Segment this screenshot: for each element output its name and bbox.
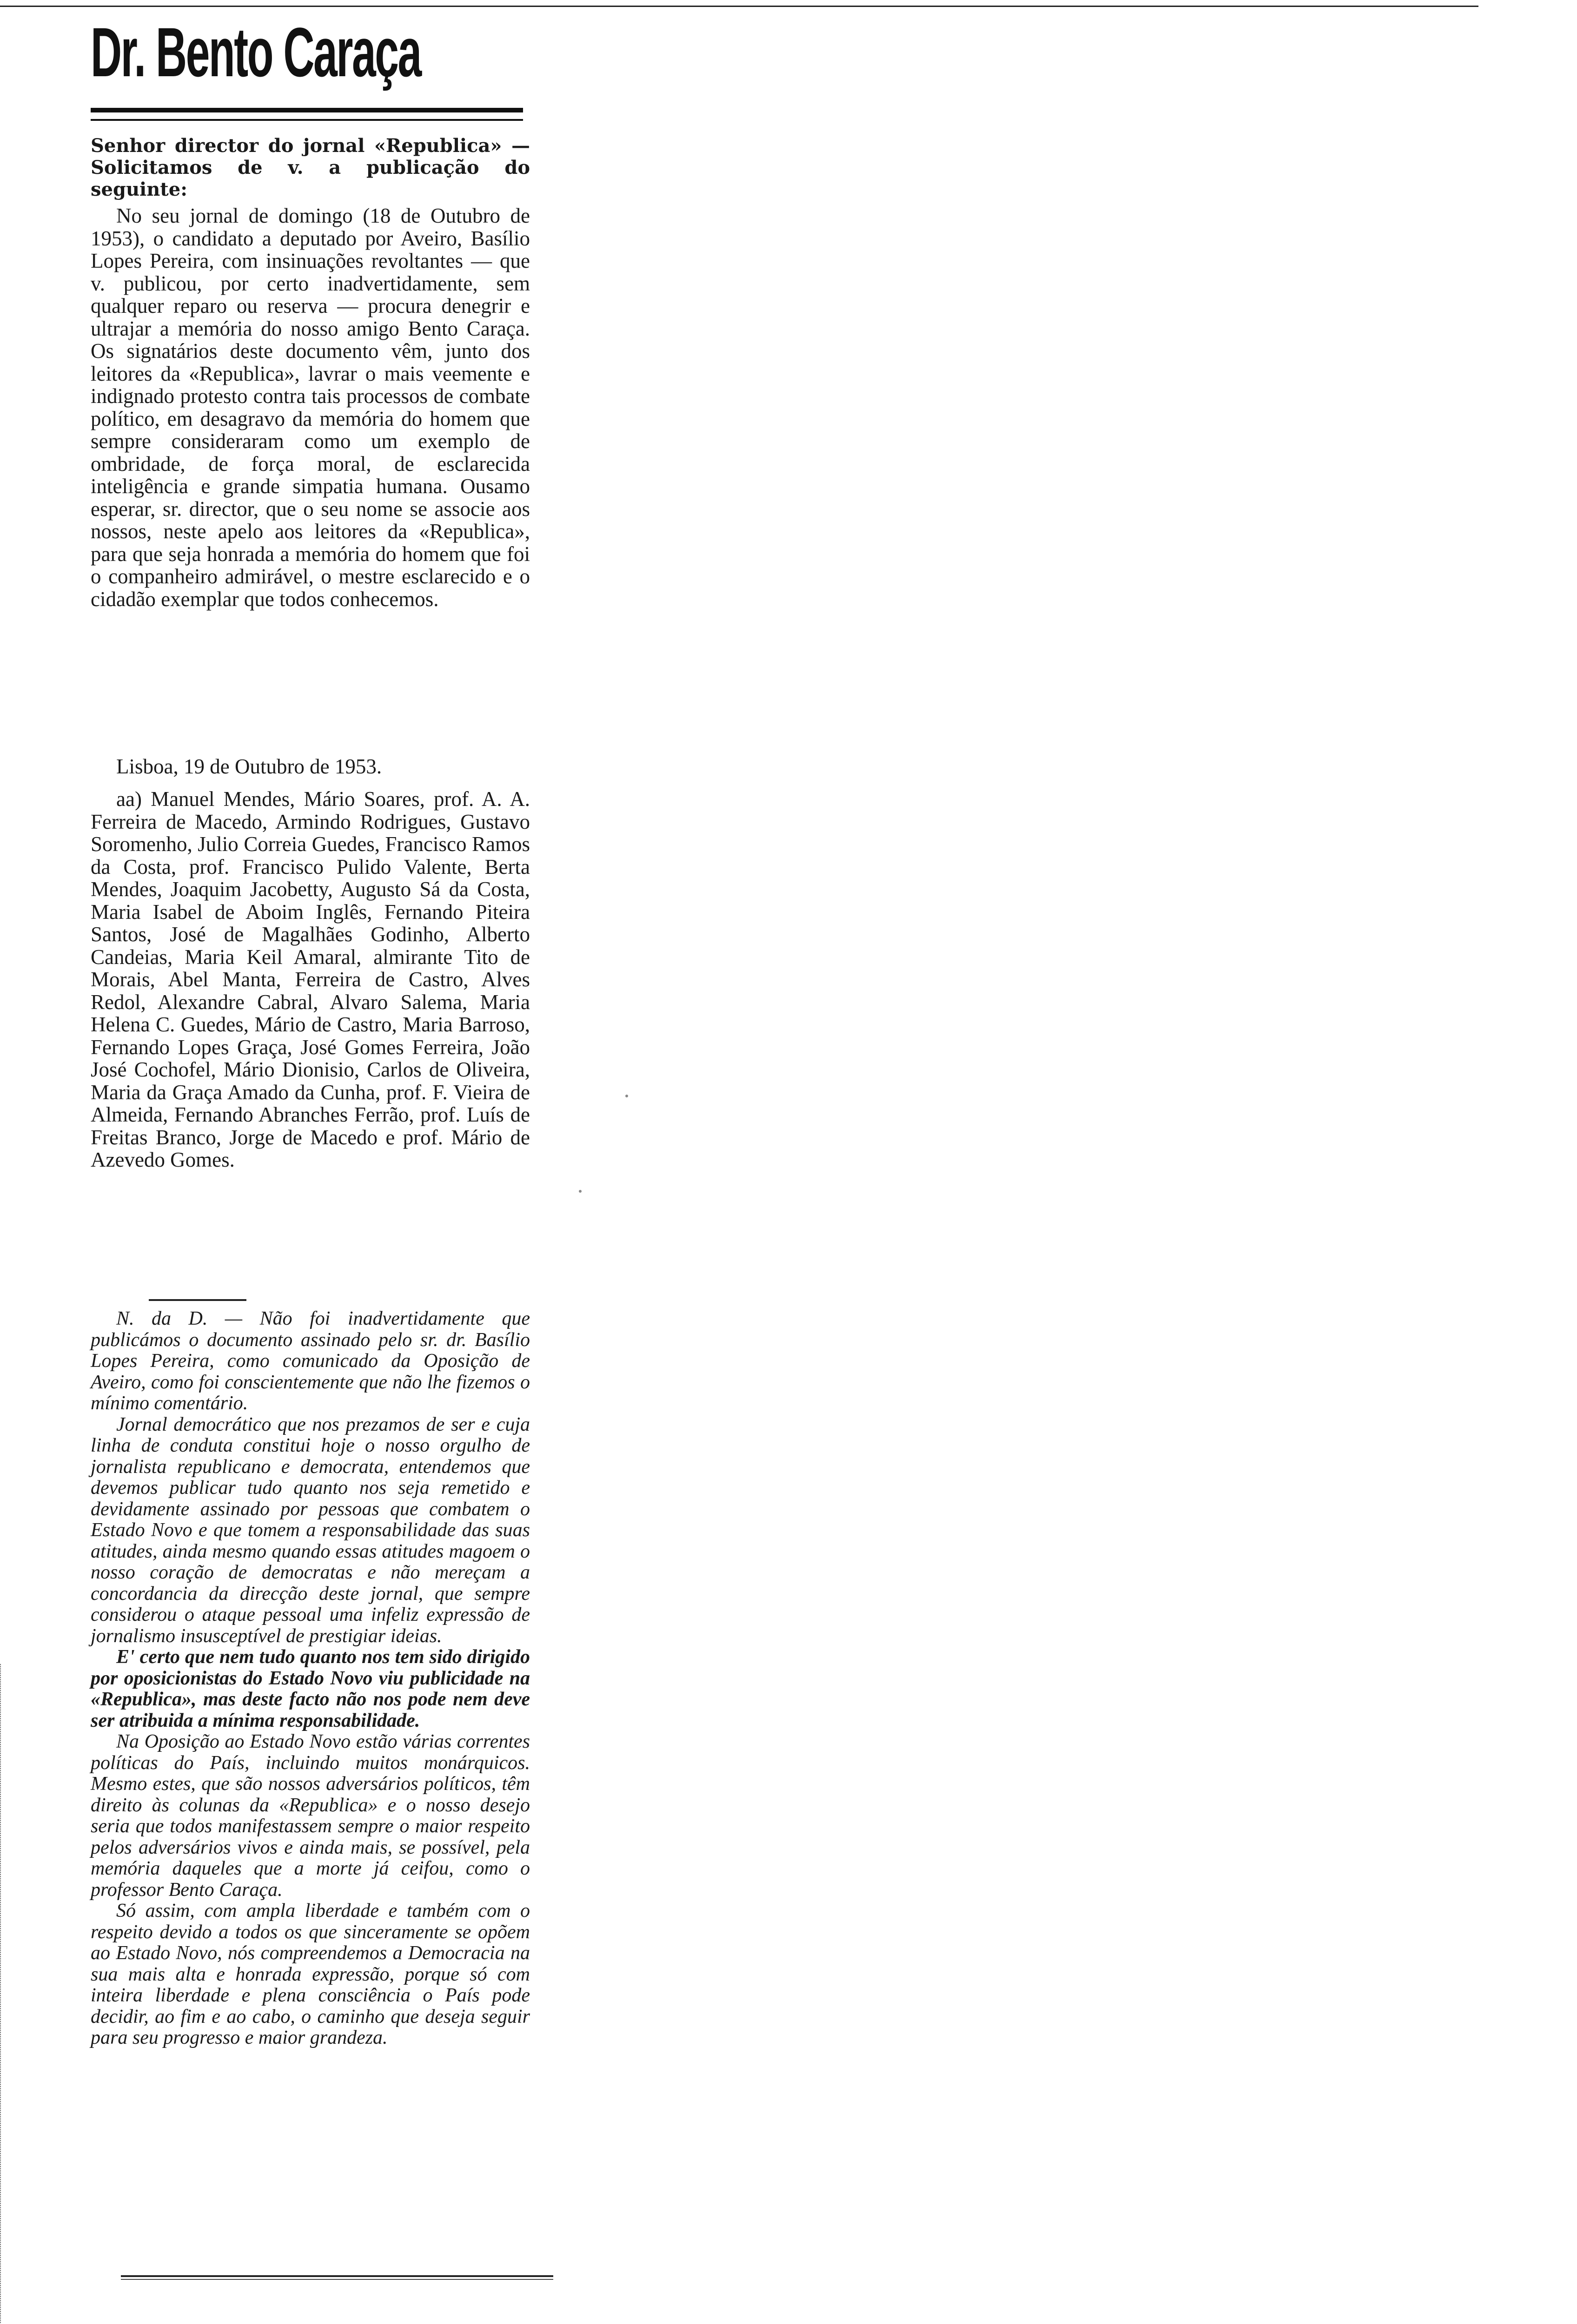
letter-body [91, 205, 530, 610]
margin-mark [0, 1664, 3, 2324]
intro-paragraph: Senhor director do jornal «Republica» — Solicitamos de v. a publicação do seguinte: [91, 135, 530, 200]
editor-note [91, 1308, 530, 2049]
headline-rule-thick [91, 108, 523, 112]
bottom-rule [121, 2275, 553, 2277]
speck [579, 1190, 582, 1193]
note-paragraph: N. da D. — Não foi inadvertidamente que publicámos o documento assinado pelo sr. dr. Basílio Lopes Pereira, como comunicado da Oposição de Aveiro, como foi conscientemente que não lhe fizemos o mínimo comentário. [91, 1308, 530, 1414]
note-paragraph: Na Oposição ao Estado Novo estão várias correntes políticas do País, incluindo muitos monárquicos. Mesmo estes, que são nossos adversários políticos, têm direito às colunas da «Republica» e o nosso desejo seria que todos manifestassem sempre o maior respeito pelos adversários vivos e ainda mais, se possível, pela memória daqueles que a morte já ceifou, como o professor Bento Caraça. [91, 1731, 530, 1901]
top-rule [0, 6, 1478, 7]
note-paragraph: Só assim, com ampla liberdade e também com o respeito devido a todos os que sinceramente se opõem ao Estado Novo, nós compreendemos a Democracia na sua mais alta e honrada expressão, porque só com inteira liberdade e plena consciência o País pode decidir, ao fim e ao cabo, o caminho que deseja seguir para seu progresso e maior grandeza. [91, 1900, 530, 2048]
bottom-rule-thin [121, 2279, 553, 2280]
signatories [91, 788, 530, 1171]
note-separator [149, 1299, 246, 1301]
letter-paragraph: No seu jornal de domingo (18 de Outubro de 1953), o candidato a deputado por Aveiro, Basílio Lopes Pereira, com insinuações revoltantes — que v. publicou, por certo inadvertidamente, sem qualquer reparo ou reserva — procura denegrir e ultrajar a memória do nosso amigo Bento Caraça. Os signatários deste documento vêm, junto dos leitores da «Republica», lavrar o mais veemente e indignado protesto contra tais processos de combate político, em desagravo da memória do homem que sempre consideraram como um exemplo de ombridade, de força moral, de esclarecida inteligência e grande simpatia humana. Ousamo esperar, sr. director, que o seu nome se associe aos nossos, neste apelo aos leitores da «Republica», para que seja honrada a memória do homem que foi o companheiro admirável, o mestre esclarecido e o cidadão exemplar que todos conhecemos. [91, 204, 530, 611]
note-paragraph: E' certo que nem tudo quanto nos tem sido dirigido por oposicionistas do Estado Novo viu publicidade na «Republica», mas deste facto não nos pode nem deve ser atribuida a mínima responsabilidade. [91, 1646, 530, 1731]
speck [625, 1095, 628, 1097]
note-paragraph: Jornal democrático que nos prezamos de ser e cuja linha de conduta constitui hoje o nosso orgulho de jornalista republicano e democrata, entendemos que devemos publicar tudo quanto nos seja remetido e devidamente assinado por pessoas que combatem o Estado Novo e que tomem a responsabilidade das suas atitudes, ainda mesmo quando essas atitudes magoem o nosso coração de democratas e não mereçam a concordancia da direcção deste jornal, que sempre considerou o ataque pessoal uma infeliz expressão de jornalismo insusceptível de prestigiar ideias. [91, 1413, 530, 1647]
headline: Dr. Bento Caraça [91, 13, 421, 91]
date-line: Lisboa, 19 de Outubro de 1953. [116, 755, 382, 778]
headline-rule-thin [91, 119, 523, 121]
signatories-list: aa) Manuel Mendes, Mário Soares, prof. A. A. Ferreira de Macedo, Armindo Rodrigues, Gustavo Soromenho, Julio Correia Guedes, Francisco Ramos da Costa, prof. Francisco Pulido Valente, Berta Mendes, Joaquim Jacobetty, Augusto Sá da Costa, Maria Isabel de Aboim Inglês, Fernando Piteira Santos, José de Magalhães Godinho, Alberto Candeias, Maria Keil Amaral, almirante Tito de Morais, Abel Manta, Ferreira de Castro, Alves Redol, Alexandre Cabral, Alvaro Salema, Maria Helena C. Guedes, Mário de Castro, Maria Barroso, Fernando Lopes Graça, José Gomes Ferreira, João José Cochofel, Mário Dionisio, Carlos de Oliveira, Maria da Graça Amado da Cunha, prof. F. Vieira de Almeida, Fernando Abranches Ferrão, prof. Luís de Freitas Branco, Jorge de Macedo e prof. Mário de Azevedo Gomes. [91, 787, 530, 1171]
